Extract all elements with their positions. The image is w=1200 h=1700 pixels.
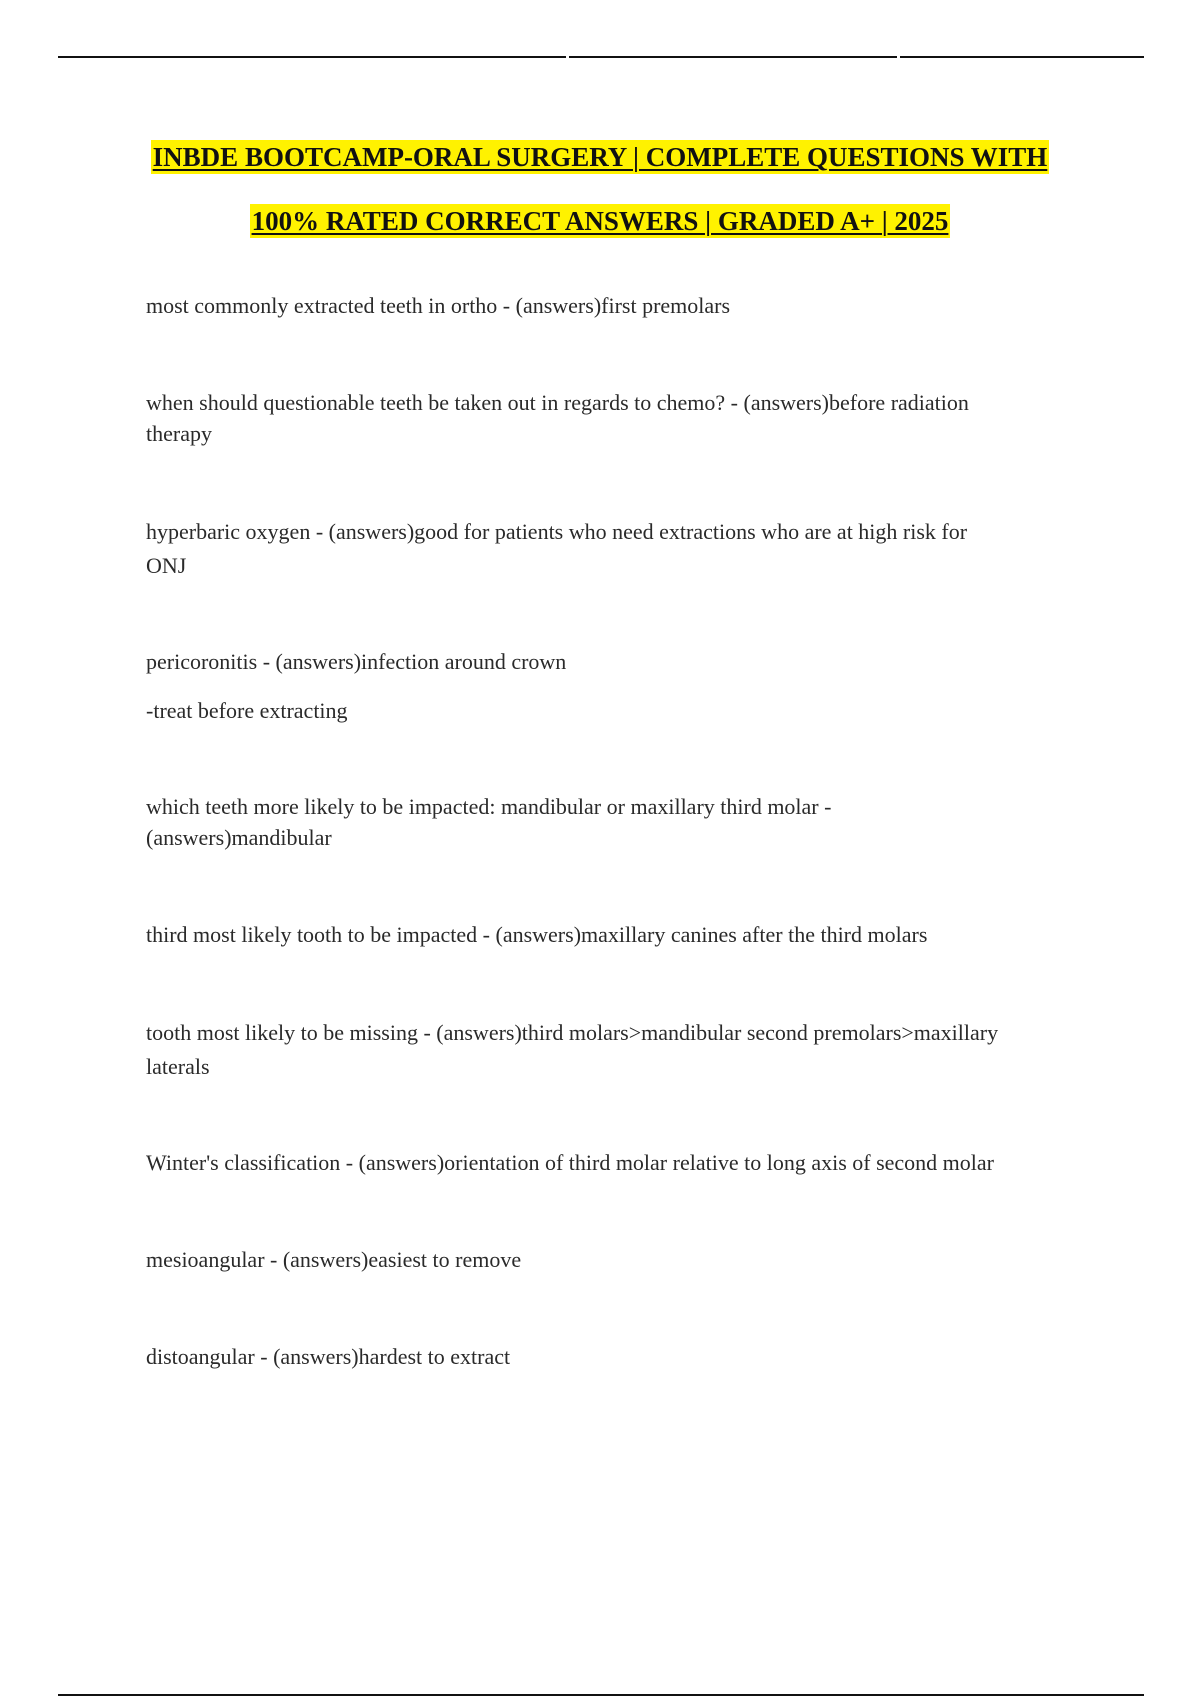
qa-line: (answers)mandibular (146, 825, 332, 850)
qa-line: when should questionable teeth be taken out in regards to chemo? - (answers)before radiation (146, 390, 969, 415)
qa-line: mesioangular - (answers)easiest to remove (146, 1247, 522, 1272)
qa-line: laterals (146, 1054, 210, 1079)
qa-entry (146, 646, 566, 677)
footer-rule (58, 1694, 1144, 1696)
header-rule-gap (566, 55, 569, 59)
qa-line: distoangular - (answers)hardest to extract (146, 1344, 511, 1369)
qa-entry (146, 1016, 998, 1084)
header-rule-gap (897, 55, 900, 59)
title-line-1: INBDE BOOTCAMP-ORAL SURGERY | COMPLETE QUESTIONS WITH (152, 142, 1048, 172)
qa-entry (146, 695, 348, 726)
qa-line: Winter's classification - (answers)orientation of third molar relative to long axis of second molar (146, 1150, 994, 1175)
qa-line: which teeth more likely to be impacted: mandibular or maxillary third molar - (146, 794, 832, 819)
qa-entry (146, 290, 730, 321)
qa-entry (146, 1341, 510, 1372)
qa-entry (146, 387, 969, 449)
qa-line: third most likely tooth to be impacted - (answers)maxillary canines after the third molars (146, 922, 928, 947)
qa-line: tooth most likely to be missing - (answers)third molars>mandibular second premolars>maxillary (146, 1020, 999, 1045)
qa-line: ONJ (146, 553, 187, 578)
qa-line: -treat before extracting (146, 698, 348, 723)
qa-line: therapy (146, 421, 212, 446)
qa-entry (146, 1244, 521, 1275)
document-title (0, 140, 1200, 238)
qa-entry (146, 1147, 994, 1178)
qa-line: pericoronitis - (answers)infection around crown (146, 649, 567, 674)
qa-entry (146, 919, 927, 950)
qa-line: most commonly extracted teeth in ortho - (answers)first premolars (146, 293, 731, 318)
qa-entry (146, 515, 967, 583)
title-line-2: 100% RATED CORRECT ANSWERS | GRADED A+ | 2025 (251, 206, 949, 236)
header-rule (58, 56, 1144, 58)
qa-entry (146, 791, 831, 853)
qa-line: hyperbaric oxygen - (answers)good for patients who need extractions who are at high risk for (146, 519, 968, 544)
